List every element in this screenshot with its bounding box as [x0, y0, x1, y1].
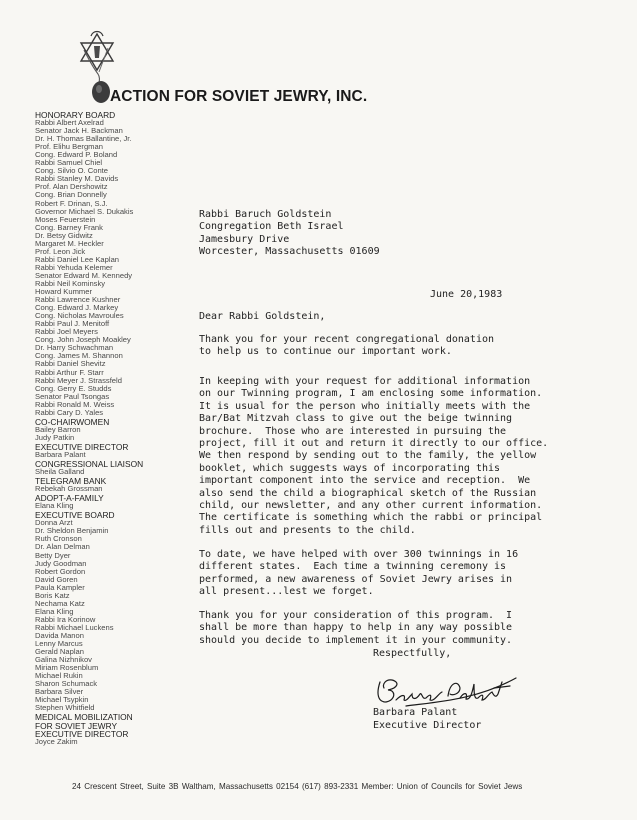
sidebar-member-name: Dr. H. Thomas Ballantine, Jr.	[35, 134, 132, 144]
sidebar-member-name: Cong. Edward P. Boland	[35, 150, 118, 160]
signer-block	[373, 707, 481, 732]
sidebar-section-header: HONORARY BOARD	[35, 110, 116, 120]
sidebar-member-name: Cong. James M. Shannon	[35, 351, 123, 361]
body-paragraph-3: To date, we have helped with over 300 twinnings in 16 different states. Each time a twinning ceremony is performed, a new awareness of Soviet Jewry arises in all present...lest we forget.	[199, 549, 519, 598]
sidebar-section-header: FOR SOVIET JEWRY	[35, 720, 118, 731]
sidebar-member-name: Michael Tsypkin	[35, 695, 89, 705]
signer-name: Barbara Palant	[373, 707, 458, 718]
sidebar-member-name: Miriam Rosenblum	[35, 663, 99, 673]
sidebar-member-name: Barbara Palant	[35, 449, 86, 459]
sidebar-member-name: Elana Kling	[35, 606, 74, 616]
sidebar-member-name: Nechama Katz	[35, 598, 85, 608]
sidebar-member-name: David Goren	[35, 574, 78, 584]
sidebar-member-name: Cong. John Joseph Moakley	[35, 335, 131, 345]
sidebar-member-name: Dr. Betsy Gidwitz	[35, 230, 93, 240]
sidebar-member-name: Davida Manon	[35, 631, 84, 640]
sidebar-member-name: Lenny Marcus	[35, 639, 83, 649]
sidebar-member-name: Joyce Zakim	[35, 736, 78, 746]
organization-name: ACTION FOR SOVIET JEWRY, INC.	[110, 88, 368, 105]
sidebar-member-name: Rabbi Daniel Shevitz	[35, 359, 106, 369]
sidebar-member-name: Dr. Alan Delman	[35, 542, 90, 552]
sidebar-member-name: Ruth Cronson	[35, 534, 82, 544]
sidebar-section-header: MEDICAL MOBILIZATION	[35, 712, 133, 723]
sidebar-member-name: Robert F. Drinan, S.J.	[35, 198, 108, 208]
sidebar-member-name: Elana Kling	[35, 501, 74, 511]
sidebar-member-name: Governor Michael S. Dukakis	[35, 206, 134, 216]
sidebar-member-name: Rabbi Stanley M. Davids	[35, 174, 119, 184]
sidebar-member-name: Rabbi Albert Axelrad	[35, 118, 104, 128]
sidebar-section-header: CONGRESSIONAL LIAISON	[35, 459, 144, 470]
sidebar-member-name: Judy Goodman	[35, 558, 87, 568]
body-paragraph-1: Thank you for your recent congregational donation to help us to continue our important work.	[199, 334, 495, 358]
sidebar-member-name: Paula Kampler	[35, 582, 85, 592]
handwritten-signature	[366, 672, 526, 712]
sidebar-member-name: Sharon Schumack	[35, 679, 98, 689]
sidebar-member-name: Cong. Brian Donnelly	[35, 190, 107, 200]
sidebar-section-header: CO-CHAIRWOMEN	[35, 416, 110, 427]
sidebar-member-name: Senator Edward M. Kennedy	[35, 270, 133, 280]
sidebar-member-name: Barbara Silver	[35, 687, 84, 697]
sidebar-member-name: Moses Feuerstein	[35, 214, 96, 224]
sidebar-member-name: Rebekah Grossman	[35, 484, 103, 494]
sidebar-member-name: Rabbi Meyer J. Strassfeld	[35, 375, 122, 385]
sidebar-member-name: Cong. Nicholas Mavroules	[35, 311, 124, 321]
sidebar-section-header: ADOPT-A-FAMILY	[35, 493, 104, 504]
recipient-address: Rabbi Baruch Goldstein Congregation Beth Israel Jamesbury Drive Worcester, Massachusetts 01609	[199, 209, 380, 258]
sidebar-member-name: Galina Nizhnikov	[35, 655, 92, 665]
sidebar-member-name: Rabbi Lawrence Kushner	[35, 295, 121, 305]
sidebar-member-name: Robert Gordon	[35, 566, 86, 576]
sidebar-member-name: Dr. Sheldon Benjamin	[35, 526, 109, 536]
sidebar-member-name: Margaret M. Heckler	[35, 238, 104, 248]
sidebar-section-header: TELEGRAM BANK	[35, 476, 107, 487]
sidebar-member-name: Rabbi Arthur F. Starr	[35, 367, 104, 377]
sidebar-section-header: EXECUTIVE DIRECTOR	[35, 441, 129, 452]
sidebar-member-name: Rabbi Neil Kominsky	[35, 278, 106, 288]
sidebar-member-name: Rabbi Yehuda Kelemer	[35, 262, 113, 272]
sidebar-member-name: Cong. Gerry E. Studds	[35, 383, 112, 393]
sidebar-member-name: Prof. Elihu Bergman	[35, 142, 103, 152]
sidebar-member-name: Rabbi Daniel Lee Kaplan	[35, 254, 120, 264]
sidebar-member-name: Cong. Edward J. Markey	[35, 303, 119, 313]
sidebar-member-name: Rabbi Ira Korinow	[35, 614, 96, 624]
sidebar-section-header: EXECUTIVE BOARD	[35, 510, 115, 521]
sidebar-member-name: Cong. Silvio O. Conte	[35, 166, 109, 176]
signer-title: Executive Director	[373, 719, 482, 731]
sidebar-member-name: Rabbi Samuel Chiel	[35, 158, 103, 168]
body-paragraph-4: Thank you for your consideration of this program. I shall be more than happy to help in any way possible should you decide to implement it in your community.	[199, 610, 513, 646]
closing: Respectfully,	[373, 648, 452, 659]
sidebar-member-name: Gerald Naplan	[35, 647, 84, 657]
sidebar-member-name: Betty Dyer	[35, 550, 71, 560]
sidebar-member-name: Rabbi Joel Meyers	[35, 327, 98, 337]
sidebar-member-name: Michael Rukin	[35, 671, 83, 681]
salutation: Dear Rabbi Goldstein,	[199, 311, 326, 322]
sidebar-member-name: Rabbi Cary D. Yales	[35, 407, 104, 417]
sidebar-member-name: Senator Paul Tsongas	[35, 391, 110, 401]
sidebar-member-name: Rabbi Michael Luckens	[35, 622, 114, 632]
sidebar-member-name: Donna Arzt	[35, 518, 73, 528]
board-member-list	[35, 111, 185, 746]
sidebar-member-name: Rabbi Paul J. Menitoff	[35, 319, 110, 329]
sidebar-member-name: Howard Kummer	[35, 287, 92, 297]
letter-date: June 20,1983	[430, 289, 503, 300]
sidebar-member-name: Bailey Barron	[35, 424, 81, 434]
sidebar-member-name: Dr. Harry Schwachman	[35, 343, 114, 353]
letterhead-footer: 24 Crescent Street, Suite 3B Waltham, Massachusetts 02154 (617) 893-2331 Member: Union of Councils for Soviet Jews	[72, 782, 523, 791]
sidebar-member-name: Sheila Galland	[35, 467, 85, 477]
sidebar-member-name: Boris Katz	[35, 590, 70, 600]
sidebar-member-name: Stephen Whitfield	[35, 703, 95, 713]
body-paragraph-2: In keeping with your request for additional information on our Twinning program, I am enclosing some information. It is usual for the person who initially meets with the Bar/Bat Mitzvah class to give out the beige twinning brochure. Those who are interested in pursuing the project, fill it out and return it directly to our office. We then respond by sending out to the family, the yellow booklet, which suggests ways of incorporating this important component into the service and reception. We also send the child a biographical sketch of the Russian child, our newsletter, and any other current information. The certificate is something which the rabbi or principal fills out and presents to the child.	[199, 376, 549, 536]
sidebar-member-name: Cong. Barney Frank	[35, 222, 103, 232]
sidebar-member-name: Prof. Leon Jick	[35, 246, 86, 256]
sidebar-member-name: Rabbi Ronald M. Weiss	[35, 399, 115, 409]
sidebar-member-name: Senator Jack H. Backman	[35, 126, 123, 136]
sidebar-section-header: EXECUTIVE DIRECTOR	[35, 728, 129, 739]
sidebar-member-name: Prof. Alan Dershowitz	[35, 182, 108, 192]
sidebar-member-name: Judy Patkin	[35, 432, 75, 442]
